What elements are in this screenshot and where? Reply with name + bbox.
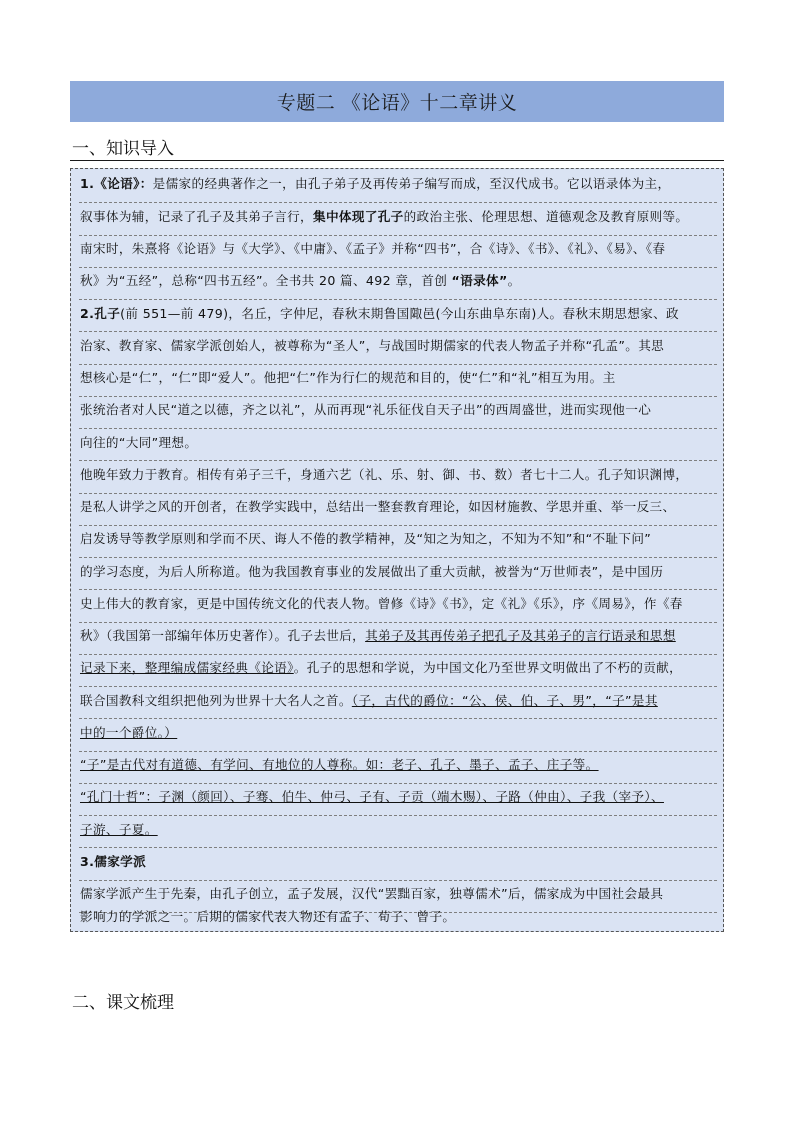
text-line: “子”是古代对有道德、有学问、有地位的人尊称。如：老子、孔子、墨子、孟子、庄子等。 (80, 757, 599, 772)
row-divider (79, 202, 717, 203)
row-divider (79, 460, 717, 461)
row-divider (79, 589, 717, 590)
text-line: 治家、教育家、儒家学派创始人，被尊称为“圣人”，与战国时期儒家的代表人物孟子并称“孔孟”。其思 (80, 338, 665, 353)
row-divider (79, 267, 717, 268)
text-line: 秋》（我国第一部编年体历史著作）。孔子去世后，其弟子及其再传弟子把孔子及其弟子的言行语录和思想 (80, 628, 676, 643)
row-divider (79, 815, 717, 816)
row-divider (79, 364, 717, 365)
row-divider (79, 299, 717, 300)
text-line: 史上伟大的教育家，更是中国传统文化的代表人物。曾修《诗》《书》，定《礼》《乐》，序《周易》，作《春 (80, 596, 683, 611)
row-divider (79, 622, 717, 623)
text-line: 张统治者对人民“道之以德，齐之以礼”，从而再现“礼乐征伐自天子出”的西周盛世，进而实现他一心 (80, 402, 652, 417)
text-line: 记录下来，整理编成儒家经典《论语》。孔子的思想和学说，为中国文化乃至世界文明做出了不朽的贡献， (80, 660, 683, 675)
text-line: 3.儒家学派 (80, 854, 147, 869)
row-divider (79, 396, 717, 397)
text-line: 的学习态度，为后人所称道。他为我国教育事业的发展做出了重大贡献，被誉为“万世师表”，是中国历 (80, 564, 664, 579)
knowledge-intro-box (70, 168, 724, 932)
row-divider (79, 847, 717, 848)
heading-underline (70, 160, 724, 161)
text-line: 向往的“大同”理想。 (80, 435, 198, 450)
row-divider (79, 557, 717, 558)
text-line: 影响力的学派之一。后期的儒家代表人物还有孟子、荀子、曾子。 (80, 909, 456, 924)
text-line: 子游、子夏。 (80, 822, 158, 837)
text-line: 2.孔子(前 551—前 479)，名丘，字仲尼，春秋末期鲁国陬邑(今山东曲阜东南)人。春秋末期思想家、政 (80, 306, 679, 321)
text-line: 叙事体为辅，记录了孔子及其弟子言行，集中体现了孔子的政治主张、伦理思想、道德观念及教育原则等。 (80, 209, 689, 224)
row-divider (79, 654, 717, 655)
section-heading-knowledge-intro: 一、知识导入 (72, 139, 174, 159)
text-line: 联合国教科文组织把他列为世界十大名人之首。（子，古代的爵位：“公、侯、伯、子、男”，“子”是其 (80, 693, 658, 708)
title-bar (70, 81, 724, 122)
text-line: “孔门十哲”：子渊（颜回）、子骞、伯牛、仲弓、子有、子贡（端木赐）、子路（仲由）、子我（宰予）、 (80, 789, 664, 804)
text-line: 秋》为“五经”，总称“四书五经”。全书共 20 篇、492 章，首创 “语录体”。 (80, 273, 521, 288)
row-divider (79, 718, 717, 719)
row-divider (79, 235, 717, 236)
text-line: 南宋时，朱熹将《论语》与《大学》、《中庸》、《孟子》并称“四书”，合《诗》、《书》、《礼》、《易》、《春 (80, 241, 666, 256)
page-title: 专题二 《论语》十二章讲义 (276, 92, 518, 114)
section-heading-text-review: 二、课文梳理 (72, 993, 174, 1013)
text-line: 想核心是“仁”，“仁”即“爱人”。他把“仁”作为行仁的规范和目的，使“仁”和“礼”相互为用。主 (80, 370, 616, 385)
row-divider (79, 686, 717, 687)
text-line: 1.《论语》：是儒家的经典著作之一，由孔子弟子及再传弟子编写而成，至汉代成书。它以语录体为主， (80, 176, 671, 191)
row-divider (79, 331, 717, 332)
text-line: 启发诱导等教学原则和学而不厌、诲人不倦的教学精神，及“知之为知之，不知为不知”和“不耻下问” (80, 531, 652, 546)
text-line: 儒家学派产生于先秦，由孔子创立，孟子发展，汉代“罢黜百家，独尊儒术”后，儒家成为中国社会最具 (80, 886, 664, 901)
row-divider (79, 880, 717, 881)
text-line: 中的一个爵位。） (80, 725, 178, 740)
text-line: 他晚年致力于教育。相传有弟子三千，身通六艺（礼、乐、射、御、书、数）者七十二人。孔子知识渊博， (80, 467, 689, 482)
row-divider (79, 751, 717, 752)
row-divider (79, 525, 717, 526)
row-divider (79, 493, 717, 494)
row-divider (79, 428, 717, 429)
text-line: 是私人讲学之风的开创者，在教学实践中，总结出一整套教育理论，如因材施教、学思并重、举一反三、 (80, 499, 676, 514)
row-divider (79, 783, 717, 784)
